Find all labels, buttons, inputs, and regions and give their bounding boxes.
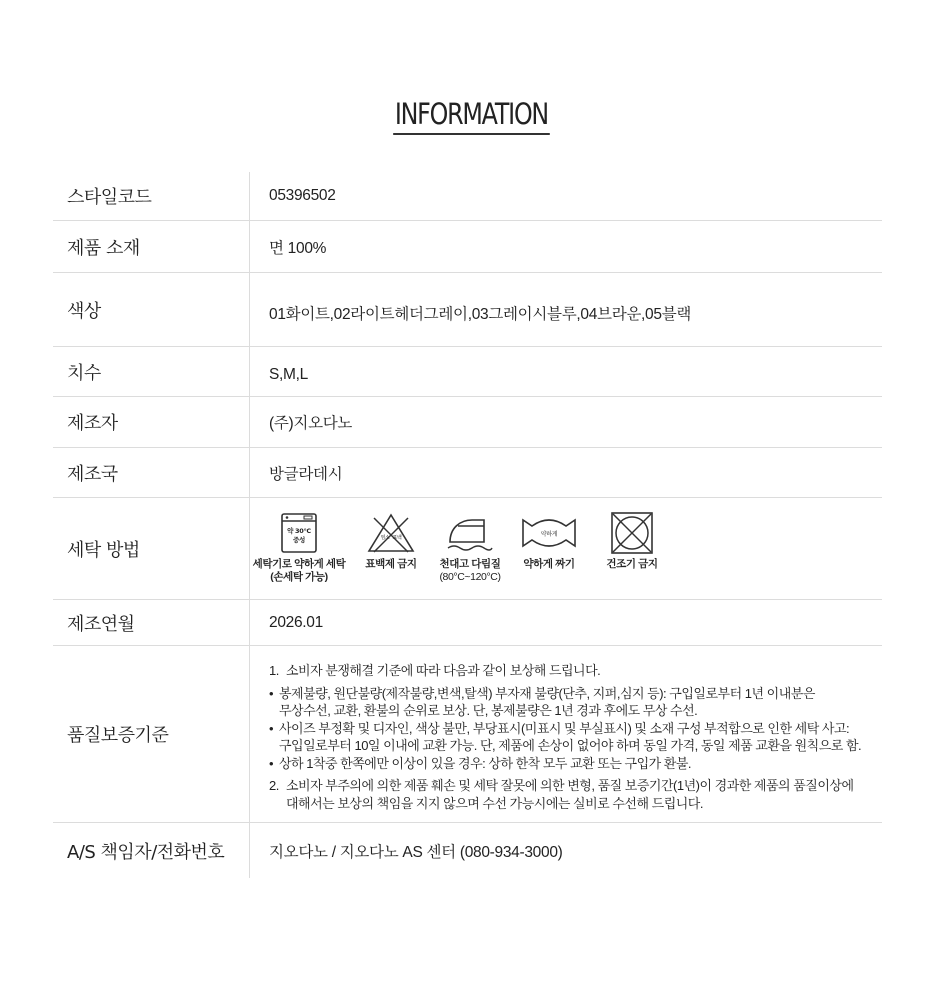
row-country <box>53 448 882 498</box>
quality-b3: 상하 1착중 한쪽에만 이상이 있을 경우: 상하 한착 모두 교환 또는 구입가 환불. <box>279 755 692 771</box>
quality-num-1: 1. <box>269 663 279 678</box>
value-as: 지오다노 / 지오다노 AS 센터 (080-934-3000) <box>269 843 563 861</box>
quality-item-1 <box>269 662 882 680</box>
quality-b2b: 구입일로부터 10일 이내에 교환 가능. 단, 제품에 손상이 없어야 하며 동일 가격, 동일 제품 교환을 원칙으로 함. <box>279 738 862 753</box>
wash-temp-text: 약 30°C <box>287 527 311 535</box>
quality-b2a: 사이즈 부정확 및 디자인, 색상 불만, 부당표시(미표시 및 부실표시) 및 소재 구성 부적합으로 인한 세탁 사고: <box>279 720 850 736</box>
label-as: A/S 책임자/전화번호 <box>53 823 250 878</box>
dry-label: 건조기 금지 <box>606 558 658 570</box>
care-icons <box>246 498 882 599</box>
iron-sublabel: (80°C~120°C) <box>439 571 501 583</box>
wash-sublabel: (손세탁 가능) <box>270 571 328 583</box>
title-text: INFORMATION <box>393 95 549 135</box>
care-dry <box>588 512 676 571</box>
value-style-code: 05396502 <box>269 187 336 204</box>
iron-label: 천대고 다림질 <box>439 558 501 570</box>
quality-line-1: 소비자 분쟁해결 기준에 따라 다음과 같이 보상해 드립니다. <box>286 663 601 678</box>
quality-bullet-3 <box>269 755 882 773</box>
bleach-label: 표백제 금지 <box>365 558 417 570</box>
bullet-mark: • <box>269 755 274 771</box>
quality-bullet-2 <box>269 720 882 738</box>
quality-bullet-1 <box>269 685 882 703</box>
care-iron <box>430 512 510 584</box>
wring-gently-icon <box>520 512 578 554</box>
wash-neutral-text: 중성 <box>293 536 305 544</box>
row-as <box>53 823 882 878</box>
row-maker <box>53 397 882 448</box>
quality-b1b: 무상수선, 교환, 환불의 순위로 보상. 단, 봉제불량은 1년 경과 후에도 무상 수선. <box>279 703 698 718</box>
care-wring <box>510 512 588 571</box>
care-wash <box>246 512 352 584</box>
iron-icon <box>444 512 496 554</box>
quality-b1a: 봉제불량, 원단불량(제작불량,변색,탈색) 부자재 불량(단추, 지퍼,심지 등): 구입일로부터 1년 이내분은 <box>279 685 815 701</box>
quality-line-2b: 대해서는 보상의 책임을 지지 않으며 수선 가능시에는 실비로 수선해 드립니다. <box>286 795 703 811</box>
label-country: 제조국 <box>53 448 250 497</box>
no-tumble-dry-icon <box>610 512 654 554</box>
bullet-mark: • <box>269 720 274 736</box>
bleach-bleach-text: 표백 <box>392 535 402 541</box>
value-date: 2026.01 <box>269 613 323 631</box>
label-washing: 세탁 방법 <box>53 498 250 599</box>
value-country: 방글라데시 <box>269 465 343 483</box>
label-quality: 품질보증기준 <box>53 646 250 822</box>
row-size <box>53 347 882 397</box>
row-quality <box>53 646 882 823</box>
label-date: 제조연월 <box>53 600 250 645</box>
label-material: 제품 소재 <box>53 221 250 272</box>
wring-inner-text: 약하게 <box>540 531 558 538</box>
wring-label: 약하게 짜기 <box>523 558 575 570</box>
info-table <box>53 172 882 878</box>
row-color <box>53 273 882 347</box>
value-material: 면 100% <box>269 239 327 257</box>
quality-item-2 <box>269 777 882 795</box>
page-title <box>0 95 943 135</box>
label-maker: 제조자 <box>53 397 250 447</box>
value-maker: (주)지오다노 <box>269 415 353 432</box>
label-color: 색상 <box>53 273 250 346</box>
no-bleach-icon <box>365 512 417 554</box>
quality-text <box>250 646 882 822</box>
wash-label: 세탁기로 약하게 세탁 <box>252 558 346 570</box>
quality-line-2a: 소비자 부주의에 의한 제품 훼손 및 세탁 잘못에 의한 변형, 품질 보증기간(1년)이 경과한 제품의 품질이상에 <box>286 778 854 793</box>
wash-30-tub-icon <box>280 512 318 554</box>
row-date <box>53 600 882 646</box>
row-style-code <box>53 172 882 221</box>
row-material <box>53 221 882 273</box>
label-size: 치수 <box>53 347 250 396</box>
bleach-chlorine-text: 염소 <box>380 535 390 541</box>
quality-num-2: 2. <box>269 778 279 793</box>
value-size: S,M,L <box>269 365 308 383</box>
label-style-code: 스타일코드 <box>53 172 250 220</box>
value-color: 01화이트,02라이트헤더그레이,03그레이시블루,04브라운,05블랙 <box>269 305 692 323</box>
care-bleach <box>352 512 430 571</box>
bullet-mark: • <box>269 685 274 701</box>
row-washing <box>53 498 882 600</box>
